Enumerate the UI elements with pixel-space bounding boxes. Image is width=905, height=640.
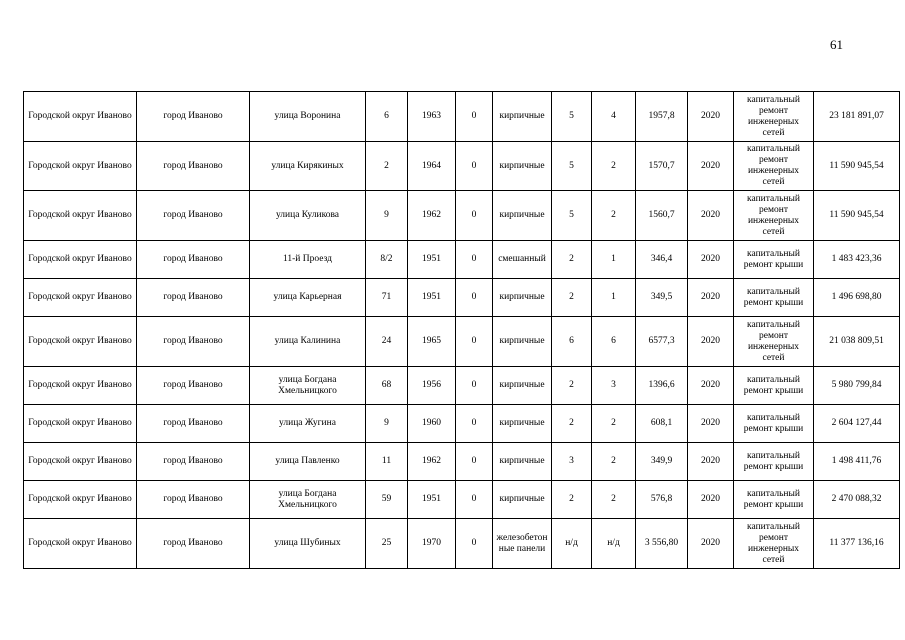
work-type-cell: капитальный ремонт инженерных сетей (734, 92, 814, 142)
zero-value-cell: 0 (456, 92, 493, 142)
housing-repair-table (23, 91, 900, 569)
table-row (24, 279, 900, 317)
okrug-cell: Городской округ Иваново (24, 519, 137, 569)
cost-cell: 2 604 127,44 (814, 405, 900, 443)
plan-year-cell: 2020 (688, 367, 734, 405)
entrances-cell: 2 (592, 191, 636, 241)
table-row (24, 317, 900, 367)
floors-cell: н/д (552, 519, 592, 569)
cost-cell: 11 377 136,16 (814, 519, 900, 569)
wall-material-cell: железобетонные панели (493, 519, 552, 569)
entrances-cell: 1 (592, 241, 636, 279)
city-cell: город Иваново (137, 367, 250, 405)
plan-year-cell: 2020 (688, 142, 734, 191)
house-number-cell: 9 (366, 405, 408, 443)
area-cell: 608,1 (636, 405, 688, 443)
cost-cell: 11 590 945,54 (814, 142, 900, 191)
table-row (24, 142, 900, 191)
build-year-cell: 1963 (408, 92, 456, 142)
zero-value-cell: 0 (456, 191, 493, 241)
wall-material-cell: кирпичные (493, 142, 552, 191)
floors-cell: 2 (552, 241, 592, 279)
house-number-cell: 25 (366, 519, 408, 569)
street-cell: улица Калинина (250, 317, 366, 367)
work-type-cell: капитальный ремонт крыши (734, 241, 814, 279)
zero-value-cell: 0 (456, 405, 493, 443)
okrug-cell: Городской округ Иваново (24, 92, 137, 142)
build-year-cell: 1962 (408, 191, 456, 241)
floors-cell: 3 (552, 443, 592, 481)
cost-cell: 21 038 809,51 (814, 317, 900, 367)
build-year-cell: 1951 (408, 241, 456, 279)
entrances-cell: 2 (592, 405, 636, 443)
street-cell: улица Воронина (250, 92, 366, 142)
work-type-cell: капитальный ремонт крыши (734, 367, 814, 405)
city-cell: город Иваново (137, 519, 250, 569)
plan-year-cell: 2020 (688, 317, 734, 367)
zero-value-cell: 0 (456, 443, 493, 481)
wall-material-cell: кирпичные (493, 92, 552, 142)
zero-value-cell: 0 (456, 279, 493, 317)
city-cell: город Иваново (137, 481, 250, 519)
table-row (24, 367, 900, 405)
house-number-cell: 6 (366, 92, 408, 142)
floors-cell: 5 (552, 191, 592, 241)
city-cell: город Иваново (137, 142, 250, 191)
work-type-cell: капитальный ремонт крыши (734, 405, 814, 443)
house-number-cell: 9 (366, 191, 408, 241)
table-row (24, 241, 900, 279)
area-cell: 1560,7 (636, 191, 688, 241)
entrances-cell: 2 (592, 481, 636, 519)
okrug-cell: Городской округ Иваново (24, 191, 137, 241)
area-cell: 1957,8 (636, 92, 688, 142)
work-type-cell: капитальный ремонт инженерных сетей (734, 317, 814, 367)
build-year-cell: 1951 (408, 279, 456, 317)
entrances-cell: 4 (592, 92, 636, 142)
build-year-cell: 1962 (408, 443, 456, 481)
plan-year-cell: 2020 (688, 405, 734, 443)
house-number-cell: 59 (366, 481, 408, 519)
work-type-cell: капитальный ремонт инженерных сетей (734, 519, 814, 569)
floors-cell: 2 (552, 279, 592, 317)
build-year-cell: 1970 (408, 519, 456, 569)
area-cell: 1396,6 (636, 367, 688, 405)
cost-cell: 23 181 891,07 (814, 92, 900, 142)
okrug-cell: Городской округ Иваново (24, 317, 137, 367)
work-type-cell: капитальный ремонт инженерных сетей (734, 142, 814, 191)
street-cell: улица Кирякиных (250, 142, 366, 191)
area-cell: 6577,3 (636, 317, 688, 367)
okrug-cell: Городской округ Иваново (24, 241, 137, 279)
plan-year-cell: 2020 (688, 279, 734, 317)
house-number-cell: 8/2 (366, 241, 408, 279)
house-number-cell: 68 (366, 367, 408, 405)
zero-value-cell: 0 (456, 519, 493, 569)
area-cell: 1570,7 (636, 142, 688, 191)
plan-year-cell: 2020 (688, 92, 734, 142)
zero-value-cell: 0 (456, 317, 493, 367)
city-cell: город Иваново (137, 191, 250, 241)
area-cell: 349,9 (636, 443, 688, 481)
city-cell: город Иваново (137, 92, 250, 142)
entrances-cell: 2 (592, 142, 636, 191)
floors-cell: 2 (552, 405, 592, 443)
okrug-cell: Городской округ Иваново (24, 405, 137, 443)
street-cell: улица Богдана Хмельницкого (250, 367, 366, 405)
area-cell: 346,4 (636, 241, 688, 279)
table-body (24, 92, 900, 569)
area-cell: 349,5 (636, 279, 688, 317)
zero-value-cell: 0 (456, 367, 493, 405)
table-row (24, 405, 900, 443)
house-number-cell: 24 (366, 317, 408, 367)
cost-cell: 11 590 945,54 (814, 191, 900, 241)
zero-value-cell: 0 (456, 241, 493, 279)
work-type-cell: капитальный ремонт крыши (734, 279, 814, 317)
wall-material-cell: кирпичные (493, 367, 552, 405)
okrug-cell: Городской округ Иваново (24, 367, 137, 405)
plan-year-cell: 2020 (688, 191, 734, 241)
house-number-cell: 2 (366, 142, 408, 191)
plan-year-cell: 2020 (688, 443, 734, 481)
work-type-cell: капитальный ремонт крыши (734, 443, 814, 481)
house-number-cell: 11 (366, 443, 408, 481)
street-cell: улица Карьерная (250, 279, 366, 317)
okrug-cell: Городской округ Иваново (24, 443, 137, 481)
street-cell: улица Куликова (250, 191, 366, 241)
okrug-cell: Городской округ Иваново (24, 142, 137, 191)
wall-material-cell: кирпичные (493, 443, 552, 481)
zero-value-cell: 0 (456, 142, 493, 191)
area-cell: 576,8 (636, 481, 688, 519)
table-row (24, 519, 900, 569)
build-year-cell: 1951 (408, 481, 456, 519)
house-number-cell: 71 (366, 279, 408, 317)
street-cell: улица Павленко (250, 443, 366, 481)
work-type-cell: капитальный ремонт инженерных сетей (734, 191, 814, 241)
table-row (24, 481, 900, 519)
cost-cell: 1 483 423,36 (814, 241, 900, 279)
wall-material-cell: кирпичные (493, 481, 552, 519)
entrances-cell: 2 (592, 443, 636, 481)
okrug-cell: Городской округ Иваново (24, 481, 137, 519)
street-cell: улица Шубиных (250, 519, 366, 569)
entrances-cell: 1 (592, 279, 636, 317)
plan-year-cell: 2020 (688, 481, 734, 519)
wall-material-cell: кирпичные (493, 405, 552, 443)
floors-cell: 5 (552, 92, 592, 142)
cost-cell: 5 980 799,84 (814, 367, 900, 405)
zero-value-cell: 0 (456, 481, 493, 519)
city-cell: город Иваново (137, 241, 250, 279)
wall-material-cell: кирпичные (493, 317, 552, 367)
city-cell: город Иваново (137, 279, 250, 317)
cost-cell: 1 496 698,80 (814, 279, 900, 317)
build-year-cell: 1960 (408, 405, 456, 443)
wall-material-cell: кирпичные (493, 279, 552, 317)
build-year-cell: 1956 (408, 367, 456, 405)
wall-material-cell: смешанный (493, 241, 552, 279)
city-cell: город Иваново (137, 443, 250, 481)
okrug-cell: Городской округ Иваново (24, 279, 137, 317)
wall-material-cell: кирпичные (493, 191, 552, 241)
floors-cell: 2 (552, 481, 592, 519)
plan-year-cell: 2020 (688, 241, 734, 279)
build-year-cell: 1965 (408, 317, 456, 367)
street-cell: 11-й Проезд (250, 241, 366, 279)
city-cell: город Иваново (137, 317, 250, 367)
cost-cell: 1 498 411,76 (814, 443, 900, 481)
page-number: 61 (830, 37, 843, 52)
area-cell: 3 556,80 (636, 519, 688, 569)
floors-cell: 6 (552, 317, 592, 367)
street-cell: улица Богдана Хмельницкого (250, 481, 366, 519)
work-type-cell: капитальный ремонт крыши (734, 481, 814, 519)
build-year-cell: 1964 (408, 142, 456, 191)
entrances-cell: 6 (592, 317, 636, 367)
street-cell: улица Жугина (250, 405, 366, 443)
city-cell: город Иваново (137, 405, 250, 443)
plan-year-cell: 2020 (688, 519, 734, 569)
entrances-cell: н/д (592, 519, 636, 569)
cost-cell: 2 470 088,32 (814, 481, 900, 519)
floors-cell: 5 (552, 142, 592, 191)
table-row (24, 191, 900, 241)
table-row (24, 92, 900, 142)
table-row (24, 443, 900, 481)
floors-cell: 2 (552, 367, 592, 405)
entrances-cell: 3 (592, 367, 636, 405)
